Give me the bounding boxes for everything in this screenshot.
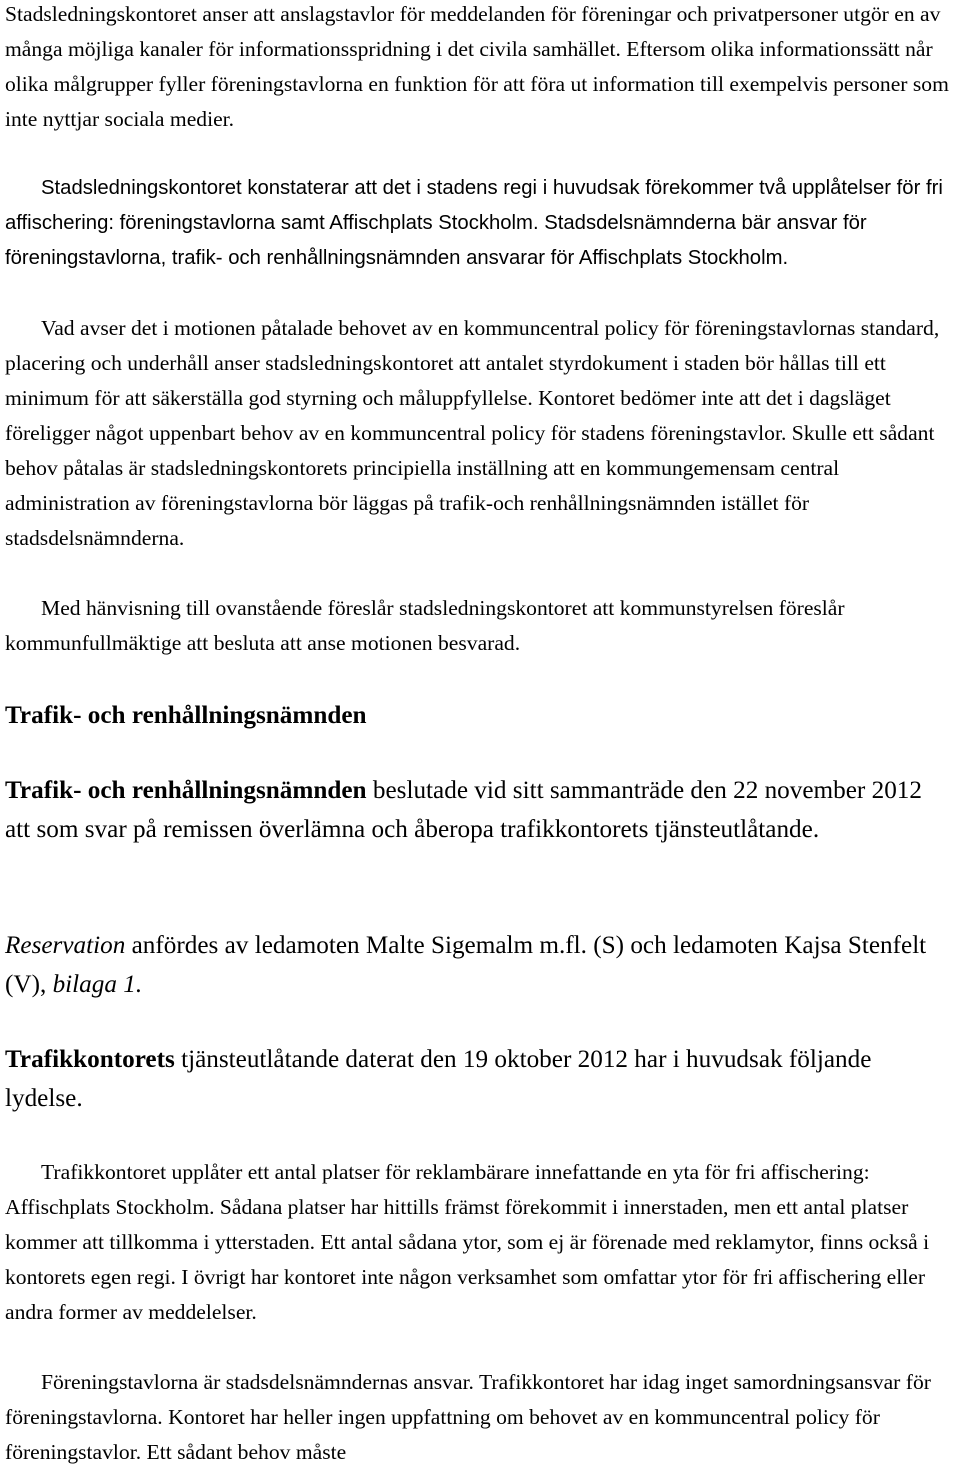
paragraph-decision	[5, 771, 935, 849]
statement-text: tjänsteutlåtande daterat den 19 oktober 2012 har i huvudsak följande lydelse.	[5, 1046, 872, 1112]
paragraph-stadsledning-intro: Stadsledningskontoret anser att anslagstavlor för meddelanden för föreningar och privatpersoner utgör en av många möjliga kanaler för informationsspridning i det civila samhället. Eftersom olika informationssätt når olika målgrupper fyller föreningstavlorna en funktion för att föra ut information till exempelvis personer som inte nyttjar sociala medier.	[5, 2, 949, 131]
reservation-italic-label: Reservation	[5, 932, 126, 959]
paragraph-reservation	[5, 926, 955, 1004]
paragraph-stadsledning-forslag: Med hänvisning till ovanstående föreslår stadsledningskontoret att kommunstyrelsen föreslår kommunfullmäktige att besluta att anse motionen besvarad.	[5, 596, 845, 655]
paragraph-foreningstavlor-ansvar: Föreningstavlorna är stadsdelsnämndernas ansvar. Trafikkontoret har idag inget samordningsansvar för föreningstavlorna. Kontoret har heller ingen uppfattning om behovet av en kommuncentral policy för föreningstavlor. Ett sådant behov måste	[5, 1370, 931, 1464]
reservation-attachment: bilaga 1.	[52, 971, 143, 998]
decision-text: beslutade vid sitt sammanträde den 22 november 2012 att som svar på remissen överlämna och åberopa trafikkontorets tjänsteutlåtande.	[5, 777, 922, 843]
paragraph-stadsledning-policy: Vad avser det i motionen påtalade behovet av en kommuncentral policy för föreningstavlornas standard, placering och underhåll anser stadsledningskontoret att antalet styrdokument i staden bör hållas till ett minimum för att säkerställa god styrning och måluppfyllelse. Kontoret bedömer inte att det i dagsläget föreligger något uppenbart behov av en kommuncentral policy för stadens föreningstavlor. Skulle ett sådant behov påtalas är stadsledningskontorets principiella inställning att en kommungemensam central administration av föreningstavlorna bör läggas på trafik-och renhållningsnämnden istället för stadsdelsnämnderna.	[5, 316, 940, 550]
section-heading: Trafik- och renhållningsnämnden	[5, 702, 367, 729]
paragraph-statement	[5, 1040, 955, 1118]
statement-bold-label: Trafikkontorets	[5, 1046, 175, 1073]
decision-bold-label: Trafik- och renhållningsnämnden	[5, 777, 367, 804]
reservation-text: anfördes av ledamoten Malte Sigemalm m.fl. (S) och ledamoten Kajsa Stenfelt (V),	[5, 932, 927, 998]
paragraph-stadsledning-upplatelser: Stadsledningskontoret konstaterar att det i stadens regi i huvudsak förekommer två upplåtelser för fri affischering: föreningstavlorna samt Affischplats Stockholm. Stadsdelsnämnderna bär ansvar för föreningstavlorna, trafik- och renhållningsnämnden ansvarar för Affischplats Stockholm.	[5, 177, 943, 269]
paragraph-trafikkontoret-platser: Trafikkontoret upplåter ett antal platser för reklambärare innefattande en yta för fri affischering: Affischplats Stockholm. Sådana platser har hittills främst förekommit i innerstaden, men ett antal platser kommer att tillkomma i ytterstaden. Ett antal sådana ytor, som ej är förenade med reklamytor, finns också i kontorets egen regi. I övrigt har kontoret inte någon verksamhet som omfattar ytor för fri affischering eller andra former av meddelelser.	[5, 1160, 930, 1324]
